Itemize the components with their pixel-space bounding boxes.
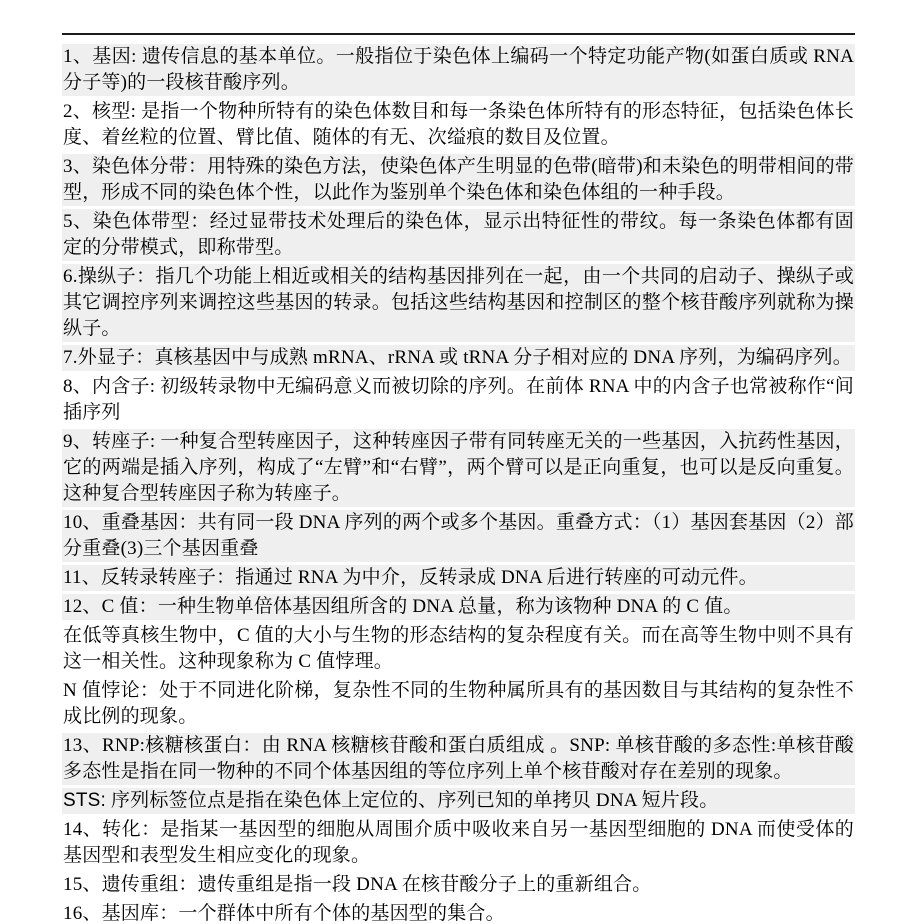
definition-rnp-snp — [62, 733, 855, 785]
top-divider — [62, 33, 855, 35]
text-run: STS: — [63, 790, 107, 811]
text-run: N 值悖论：处于不同进化阶梯，复杂性不同的生物种属所具有的基因数目与其结构的复杂性不成比例的现象。 — [63, 680, 854, 727]
text-run: 11、反转录转座子：指通过 RNA 为中介，反转录成 DNA 后进行转座的可动元件。 — [63, 567, 758, 588]
text-run: 3、染色体分带：用特殊的染色方法，使染色体产生明显的色带(暗带)和未染色的明带相间的带型，形成不同的染色体个性，以此作为鉴别单个染色体和染色体组的一种手段。 — [63, 156, 854, 203]
text-run: 6.操纵子：指几个功能上相近或相关的结构基因排列在一起，由一个共同的启动子、操纵子或其它调控序列来调控这些基因的转录。包括这些结构基因和控制区的整个核苷酸序列就称为操纵子。 — [63, 266, 854, 339]
document-page — [0, 33, 915, 924]
definition-exon — [62, 345, 855, 371]
text-run: 7.外显子：真核基因中与成熟 mRNA、rRNA 或 tRNA 分子相对应的 DNA 序列，为编码序列。 — [63, 347, 852, 368]
text-run: 12、C 值：一种生物单倍体基因组所含的 DNA 总量，称为该物种 DNA 的 C 值。 — [63, 596, 743, 617]
definitions-list — [62, 44, 855, 924]
text-run: 13、RNP:核糖核蛋白：由 RNA 核糖核苷酸和蛋白质组成 。SNP: 单核苷酸的多态性:单核苷酸多态性是指在同一物种的不同个体基因组的等位序列上单个核苷酸对存在差别的现象。 — [63, 735, 854, 782]
definition-karyotype — [62, 99, 855, 151]
definition-intron — [62, 374, 855, 426]
definition-transformation — [62, 817, 855, 869]
definition-retrotransposon — [62, 565, 855, 591]
note-c-value-paradox — [62, 623, 855, 675]
text-run: 2、核型: 是指一个物种所特有的染色体数目和每一条染色体所特有的形态特征，包括染色体长度、着丝粒的位置、臂比值、随体的有无、次缢痕的数目及位置。 — [63, 101, 854, 148]
definition-gene-pool — [62, 901, 855, 924]
definition-gene — [62, 44, 855, 96]
text-run: 16、基因库：一个群体中所有个体的基因型的集合。 — [63, 903, 505, 924]
definition-overlapping-genes — [62, 510, 855, 562]
definition-operon — [62, 264, 855, 342]
text-run: 14、转化：是指某一基因型的细胞从周围介质中吸收来自另一基因型细胞的 DNA 而使受体的基因型和表型发生相应变化的现象。 — [63, 819, 854, 866]
definition-c-value — [62, 594, 855, 620]
text-run: 序列标签位点是指在染色体上定位的、序列已知的单拷贝 DNA 短片段。 — [106, 790, 719, 811]
text-run: 10、重叠基因：共有同一段 DNA 序列的两个或多个基因。重叠方式：（1）基因套基因（2）部分重叠(3)三个基因重叠 — [63, 512, 854, 559]
definition-transposon — [62, 429, 855, 507]
text-run: 在低等真核生物中，C 值的大小与生物的形态结构的复杂程度有关。而在高等生物中则不具有这一相关性。这种现象称为 C 值悖理。 — [63, 625, 854, 672]
text-run: 8、内含子: 初级转录物中无编码意义而被切除的序列。在前体 RNA 中的内含子也常被称作“间插序列 — [63, 376, 854, 423]
definition-n-value-paradox — [62, 678, 855, 730]
text-run: 9、转座子: 一种复合型转座因子，这种转座因子带有同转座无关的一些基因，入抗药性基因，它的两端是插入序列，构成了“左臂”和“右臂”，两个臂可以是正向重复，也可以是反向重复。这种复合型转座因子称为转座子。 — [63, 431, 854, 504]
definition-chromosome-banding-method — [62, 154, 855, 206]
text-run: 15、遗传重组：遗传重组是指一段 DNA 在核苷酸分子上的重新组合。 — [63, 874, 652, 895]
definition-genetic-recombination — [62, 872, 855, 898]
definition-chromosome-banding-pattern — [62, 209, 855, 261]
text-run: 5、染色体带型：经过显带技术处理后的染色体，显示出特征性的带纹。每一条染色体都有固定的分带模式，即称带型。 — [63, 211, 854, 258]
text-run: 1、基因: 遗传信息的基本单位。一般指位于染色体上编码一个特定功能产物(如蛋白质或 RNA 分子等)的一段核苷酸序列。 — [63, 46, 854, 93]
definition-sts — [62, 788, 855, 814]
